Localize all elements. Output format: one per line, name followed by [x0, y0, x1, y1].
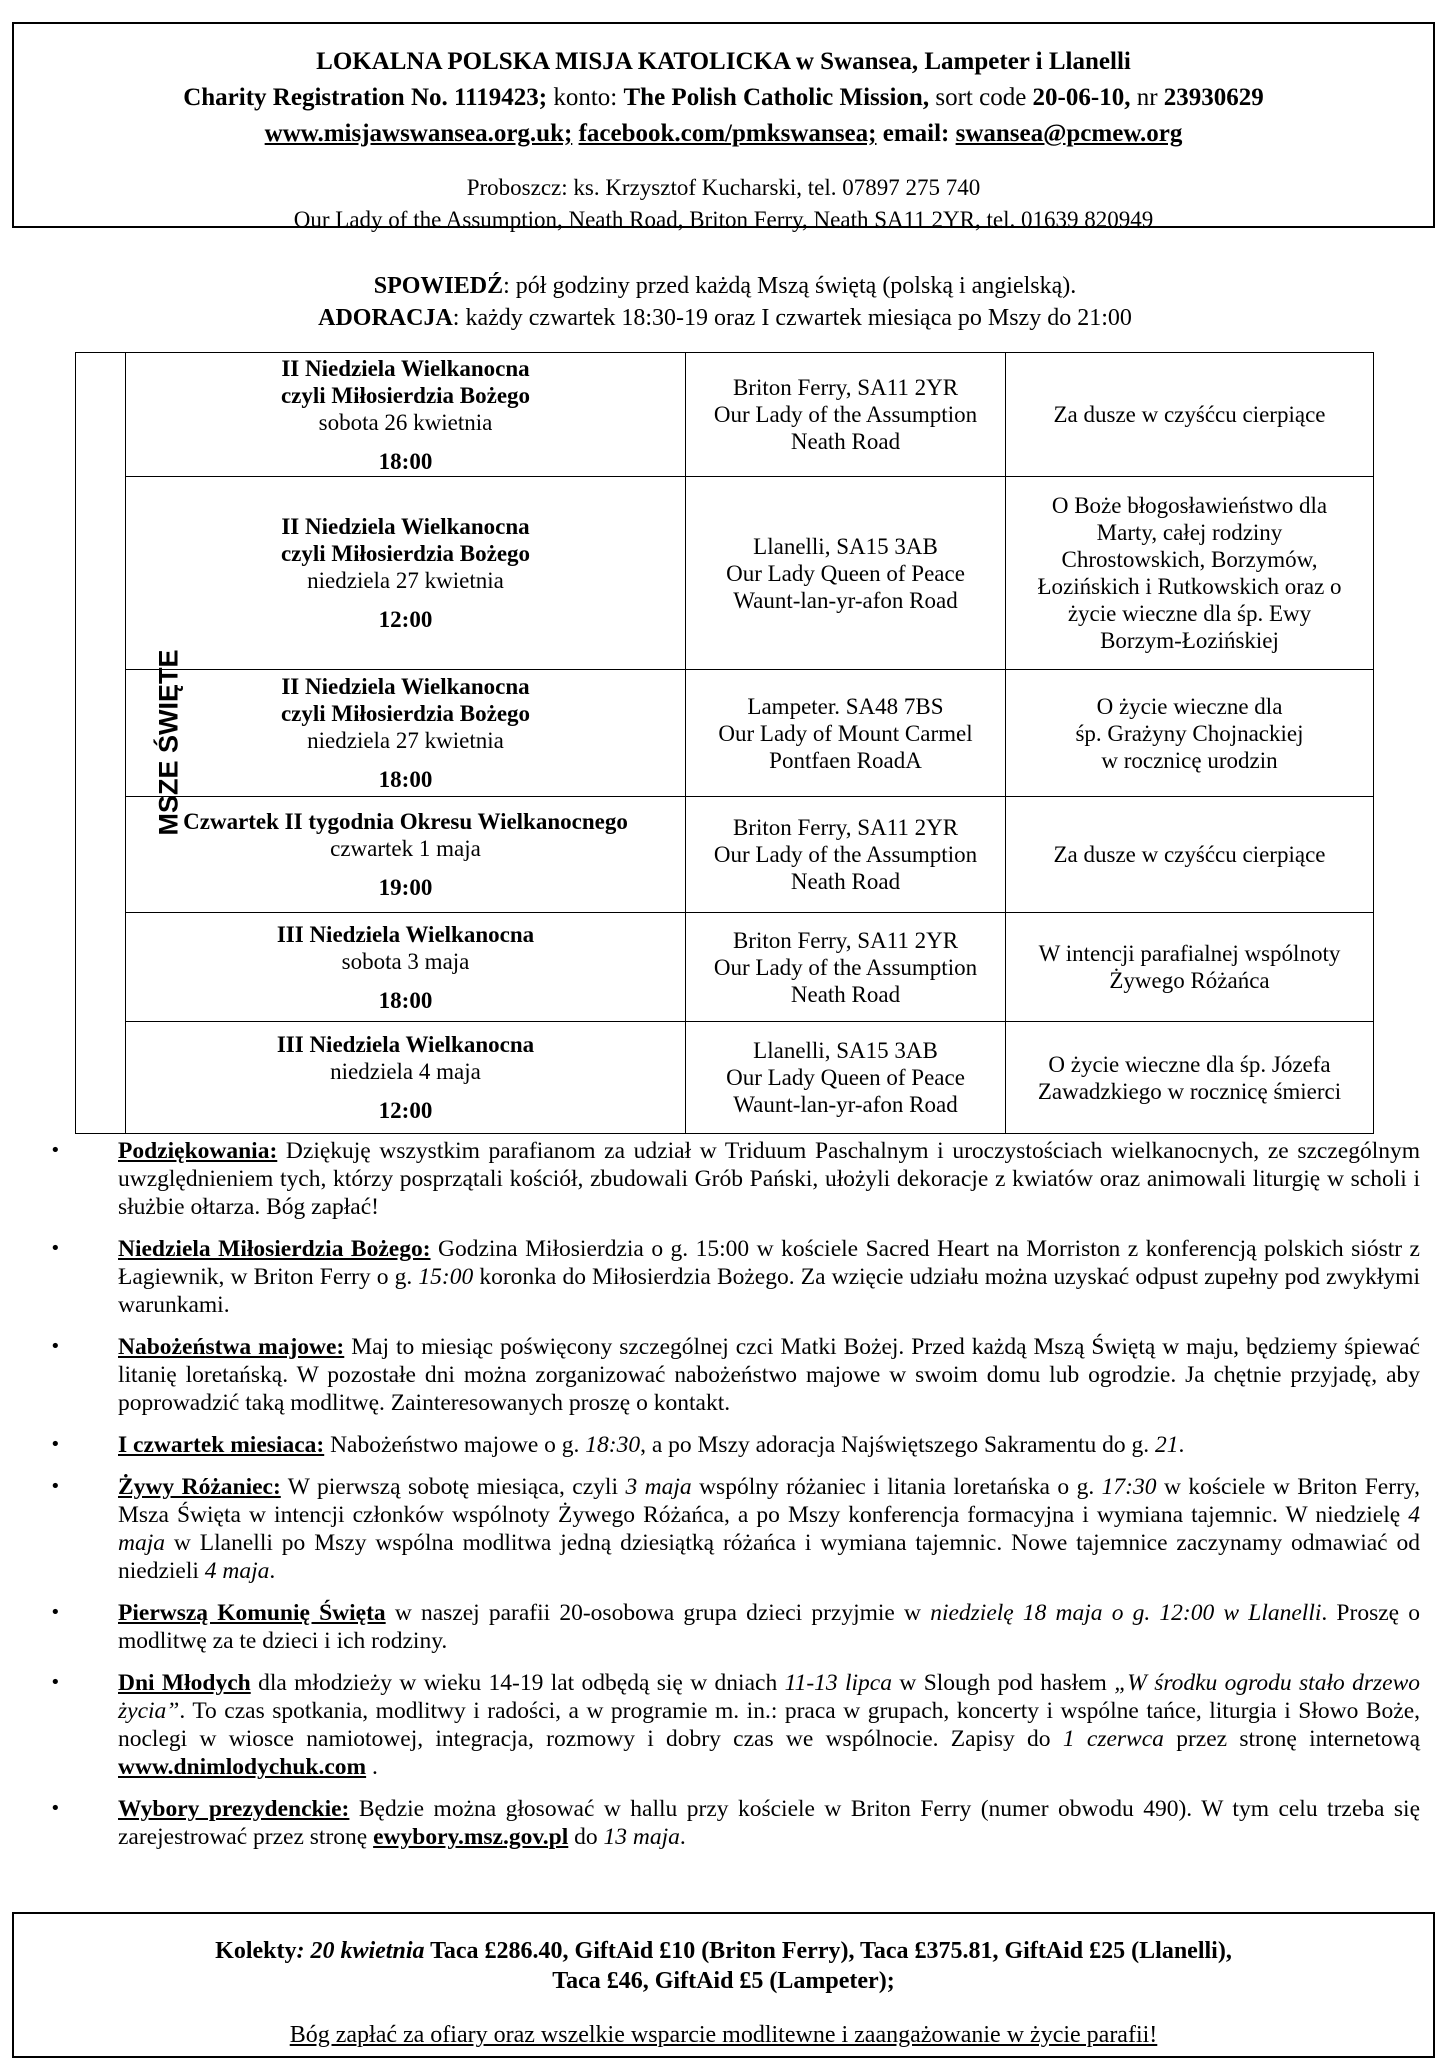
announcement-date: 11-13 lipca: [784, 1670, 892, 1696]
mass-intention-cell: [1006, 477, 1374, 670]
sort-code-label: sort code: [929, 84, 1033, 111]
contact-line: [14, 116, 1433, 152]
sort-code: 20-06-10,: [1032, 84, 1131, 111]
bullet-icon: •: [50, 1798, 61, 1819]
mass-intention-line: Żywego Różańca: [1109, 968, 1270, 993]
announcement-time: 17:30: [1101, 1474, 1157, 1500]
mass-place-line: Our Lady of the Assumption: [713, 402, 978, 427]
announcement-date: niedzielę 18 maja o g. 12:00 w Llanelli: [930, 1600, 1322, 1626]
mass-time: 19:00: [378, 875, 433, 900]
announcement-text: Maj to miesiąc poświęcony szczególnej czci Matki Bożej. Przed każdą Mszą Świętą w maju, będziemy śpiewać litanię loretańską. W pozostałe dni można zorganizować nabożeństwo majowe w swoim domu lub ogrodzie. Ja chętnie przyjadę, aby poprowadzić taką modlitwę. Zainteresowanych proszę o kontakt.: [118, 1334, 1420, 1416]
mass-intention-cell: [1006, 913, 1374, 1022]
announcement-text: Dziękuję wszystkim parafianom za udział w Triduum Paschalnym i uroczystościach wielkanocnych, ze szczególnym uwzględnieniem tych, którzy posprzątali kościół, zbudowali Grób Pański, ułożyli dekoracje z kwiatów oraz animowali liturgię w scholi i służbie ołtarza. Bóg zapłać!: [118, 1138, 1420, 1220]
mass-place-line: Llanelli, SA15 3AB: [753, 533, 938, 559]
mass-title: czyli Miłosierdzia Bożego: [280, 541, 531, 566]
pastor-info: [14, 172, 1433, 236]
collections-line-2: Taca £46, GiftAid £5 (Lampeter);: [552, 1968, 895, 1994]
mass-intention-cell: [1006, 353, 1374, 477]
announcement-title: Żywy Różaniec:: [118, 1474, 281, 1500]
mass-date: niedziela 27 kwietnia: [307, 728, 504, 753]
announcement-title: Niedziela Miłosierdzia Bożego:: [118, 1236, 431, 1262]
mass-place-cell: [686, 353, 1006, 477]
account-number-label: nr: [1130, 84, 1164, 111]
mass-place-line: Our Lady Queen of Peace: [726, 560, 965, 586]
announcement-title: Pierwszą Komunię Święta: [118, 1600, 386, 1626]
side-label-text: MSZE ŚWIĘTE: [153, 649, 184, 836]
mass-date: niedziela 27 kwietnia: [307, 568, 504, 593]
mass-intention-line: życie wieczne dla śp. Ewy: [1067, 601, 1312, 626]
parish-address: Our Lady of the Assumption, Neath Road, Briton Ferry, Neath SA11 2YR, tel. 01639 820949: [293, 207, 1154, 232]
announcement-text: w kościele w Briton Ferry, Msza Święta w intencji członków wspólnoty Żywego Różańca, a po Mszy konferencja formacyjna i wymiana tajemnic. W niedzielę: [118, 1474, 1420, 1528]
account-number: 23930629: [1163, 84, 1264, 111]
mass-time: 18:00: [378, 767, 433, 792]
collections-date: : 20 kwietnia: [296, 1938, 425, 1964]
mass-intention-line: O życie wieczne dla śp. Józefa: [1048, 1051, 1331, 1077]
announcement-text: Godzina Miłosierdzia o g. 15:00 w kościele Sacred Heart na Morriston z konferencją polskich sióstr z Łagiewnik, w Briton Ferry o g.: [118, 1236, 1420, 1290]
announcement-text: wspólny różaniec i litania loretańska o g.: [691, 1474, 1102, 1500]
mission-title: LOKALNA POLSKA MISJA KATOLICKA w Swansea, Lampeter i Llanelli: [316, 48, 1131, 75]
mass-intention-line: O życie wieczne dla: [1096, 693, 1283, 719]
mass-time: 12:00: [378, 1098, 433, 1123]
mass-place-line: Waunt-lan-yr-afon Road: [733, 1092, 958, 1117]
mass-row: [76, 913, 1374, 1022]
collections-box: [12, 1912, 1435, 2058]
mass-schedule-table: [75, 352, 1374, 1134]
mass-intention-cell: [1006, 1022, 1374, 1134]
charity-registration: Charity Registration No. 1119423;: [183, 84, 548, 111]
announcement-time: 21: [1154, 1432, 1179, 1458]
mission-header: [12, 22, 1435, 232]
account-name: The Polish Catholic Mission,: [623, 84, 930, 111]
mass-title: II Niedziela Wielkanocna: [281, 514, 530, 539]
announcement-text: do: [568, 1824, 604, 1850]
mass-place-line: Our Lady Queen of Peace: [726, 1065, 965, 1090]
announcement-date: 4 maja: [118, 1502, 1420, 1556]
bullet-icon: •: [50, 1336, 61, 1357]
mass-place-line: Waunt-lan-yr-afon Road: [733, 587, 958, 613]
announcement-title: I czwartek miesiaca:: [118, 1432, 325, 1458]
announcement-elections: [50, 1795, 1420, 1851]
mass-date: sobota 26 kwietnia: [318, 409, 493, 435]
mass-place-line: Neath Road: [790, 429, 901, 454]
announcement-thanks: [50, 1137, 1420, 1221]
mass-name-cell: [126, 1022, 686, 1134]
mass-row: [76, 1022, 1374, 1134]
mass-place-line: Briton Ferry, SA11 2YR: [732, 927, 959, 953]
mass-name-cell: [126, 353, 686, 477]
announcement-text: koronka do Miłosierdzia Bożego. Za wzięcie udziału można uzyskać odpust zupełny pod zwykłymi warunkami.: [118, 1264, 1420, 1318]
mass-place-cell: [686, 670, 1006, 797]
mass-name-cell: [126, 670, 686, 797]
adoracja-text: : każdy czwartek 18:30-19 oraz I czwartek miesiąca po Mszy do 21:00: [452, 305, 1132, 331]
mass-time: 18:00: [378, 987, 433, 1013]
mass-title: czyli Miłosierdzia Bożego: [280, 701, 531, 726]
announcement-text: , a po Mszy adoracja Najświętszego Sakramentu do g.: [640, 1432, 1155, 1458]
mass-place-cell: [686, 797, 1006, 913]
mass-name-cell: [126, 797, 686, 913]
mass-intention-line: Borzym-Łozińskiej: [1100, 628, 1279, 653]
mass-place-line: Briton Ferry, SA11 2YR: [732, 815, 959, 840]
mass-place-line: Llanelli, SA15 3AB: [753, 1038, 938, 1063]
announcement-first-thursday: [50, 1431, 1420, 1459]
youth-days-link[interactable]: www.dnimlodychuk.com: [118, 1754, 367, 1780]
pastor-line: Proboszcz: ks. Krzysztof Kucharski, tel. 07897 275 740: [466, 175, 981, 200]
mass-date: czwartek 1 maja: [330, 836, 481, 861]
announcement-title: Wybory prezydenckie:: [118, 1796, 350, 1822]
bullet-icon: •: [50, 1476, 61, 1497]
bullet-icon: •: [50, 1434, 61, 1455]
mass-row: [76, 797, 1374, 913]
charity-line: [14, 80, 1433, 116]
mass-row: [76, 477, 1374, 670]
mass-place-line: Our Lady of the Assumption: [713, 842, 978, 867]
mass-name-cell: [126, 913, 686, 1022]
announcement-may-devotions: [50, 1333, 1420, 1417]
mass-title: III Niedziela Wielkanocna: [276, 921, 535, 947]
mass-place-cell: [686, 913, 1006, 1022]
adoration-line: [0, 302, 1450, 334]
announcement-title: Podziękowania:: [118, 1138, 278, 1164]
announcement-text: W pierwszą sobotę miesiąca, czyli: [280, 1474, 626, 1500]
collections-line-1: [14, 1936, 1433, 1966]
mass-place-line: Briton Ferry, SA11 2YR: [732, 375, 959, 400]
mass-intention-cell: [1006, 797, 1374, 913]
mass-intention-line: w rocznicę urodzin: [1101, 747, 1278, 773]
mass-time: 12:00: [378, 607, 433, 632]
announcement-title: Nabożeństwa majowe:: [118, 1334, 345, 1360]
mass-intention-line: Zawadzkiego w rocznicę śmierci: [1037, 1078, 1342, 1104]
mass-place-line: Our Lady of the Assumption: [713, 954, 978, 980]
announcement-youth-days: [50, 1669, 1420, 1781]
announcement-text: .: [366, 1754, 378, 1780]
collections-text: [14, 1936, 1433, 1996]
mass-intention-line: O Boże błogosławieństwo dla: [1051, 493, 1328, 518]
announcement-title: Dni Młodych: [118, 1670, 251, 1696]
facebook-link[interactable]: facebook.com/pmkswansea;: [578, 120, 877, 147]
announcement-text: . Proszę o modlitwę za te dzieci i ich rodziny.: [118, 1600, 1421, 1654]
announcement-text: Będzie można głosować w hallu przy kościele w Briton Ferry (numer obwodu 490). W tym celu trzeba się zarejestrować przez stronę: [118, 1796, 1421, 1850]
announcement-text: w Slough pod hasłem: [892, 1670, 1115, 1696]
collections-amounts: Taca £286.40, GiftAid £10 (Briton Ferry), Taca £375.81, GiftAid £25 (Llanelli),: [424, 1938, 1232, 1964]
announcement-text: Nabożeństwo majowe o g.: [324, 1432, 586, 1458]
mass-place-line: Neath Road: [790, 981, 901, 1007]
mass-title: II Niedziela Wielkanocna: [281, 355, 530, 381]
announcement-text: .: [269, 1558, 276, 1584]
mass-place-line: Neath Road: [790, 869, 901, 894]
mass-place-line: Pontfaen RoadA: [769, 747, 922, 773]
announcement-text: dla młodzieży w wieku 14-19 lat odbędą się w dniach: [250, 1670, 785, 1696]
mass-place-line: Our Lady of Mount Carmel: [718, 720, 973, 746]
announcement-date: 1 czerwca: [1062, 1726, 1164, 1752]
announcement-text: w naszej parafii 20-osobowa grupa dzieci przyjmie w: [385, 1600, 931, 1626]
mass-date: sobota 3 maja: [341, 948, 470, 974]
announcement-first-communion: [50, 1599, 1420, 1655]
announcements-list: [50, 1137, 1420, 1865]
spowiedz-text: : pół godziny przed każdą Mszą świętą (polską i angielską).: [503, 273, 1077, 299]
mass-intention-line: Za dusze w czyśćcu cierpiące: [1053, 402, 1326, 427]
mass-time: 18:00: [378, 448, 433, 474]
announcement-date: 3 maja: [625, 1474, 692, 1500]
bullet-icon: •: [50, 1238, 61, 1259]
mass-name-cell: [126, 477, 686, 670]
konto-label: konto:: [547, 84, 624, 111]
mass-intention-line: Marty, całej rodziny: [1096, 520, 1283, 545]
announcement-text: przez stronę internetową: [1163, 1726, 1421, 1752]
mass-place-line: Lampeter. SA48 7BS: [747, 693, 944, 719]
announcement-divine-mercy: [50, 1235, 1420, 1319]
announcement-time: 15:00: [418, 1264, 474, 1290]
email-link[interactable]: swansea@pcmew.org: [955, 120, 1183, 147]
mass-title: Czwartek II tygodnia Okresu Wielkanocnego: [183, 809, 628, 834]
mass-place-cell: [686, 477, 1006, 670]
announcement-motto: „W środku ogrodu stało drzewo życia”: [118, 1670, 1420, 1724]
spowiedz-label: SPOWIEDŹ: [373, 273, 504, 299]
announcement-text: .: [1178, 1432, 1185, 1458]
bullet-icon: •: [50, 1672, 61, 1693]
announcement-date: 4 maja: [204, 1558, 270, 1584]
announcement-text: .: [679, 1824, 686, 1850]
mass-intention-line: Za dusze w czyśćcu cierpiące: [1053, 842, 1326, 867]
confession-info: [0, 270, 1450, 334]
email-label: email:: [882, 120, 956, 147]
bullet-icon: •: [50, 1602, 61, 1623]
bullet-icon: •: [50, 1140, 61, 1161]
thanks-line: Bóg zapłać za ofiary oraz wszelkie wsparcie modlitewne i zaangażowanie w życie parafii!: [289, 2022, 1158, 2048]
announcement-text: w Llanelli po Mszy wspólna modlitwa jedną dziesiątką różańca i wymiana tajemnic. Nowe tajemnice zaczynamy odmawiać od niedzieli: [118, 1530, 1420, 1584]
mass-row: [76, 353, 1374, 477]
confession-line: [0, 270, 1450, 302]
mass-intention-cell: [1006, 670, 1374, 797]
website-link[interactable]: www.misjawswansea.org.uk;: [264, 120, 573, 147]
mass-intention-line: śp. Grażyny Chojnackiej: [1075, 720, 1304, 746]
announcement-time: 18:30: [585, 1432, 641, 1458]
announcement-living-rosary: [50, 1473, 1420, 1585]
mass-intention-line: W intencji parafialnej wspólnoty: [1038, 941, 1341, 966]
mass-date: niedziela 4 maja: [330, 1059, 481, 1084]
mass-place-cell: [686, 1022, 1006, 1134]
collections-label: Kolekty: [215, 1938, 297, 1964]
mass-title: II Niedziela Wielkanocna: [281, 674, 530, 699]
mass-row: [76, 670, 1374, 797]
mass-intention-line: Chrostowskich, Borzymów,: [1061, 547, 1318, 572]
announcement-text: . To czas spotkania, modlitwy i radości, a w programie m. in.: praca w grupach, koncerty i wspólne tańce, liturgia i Słowo Boże, noclegi w wiosce namiotowej, integracja, rozmowy i dobry czas we wspólnocie. Zapisy do: [118, 1698, 1420, 1752]
mass-intention-line: Łozińskich i Rutkowskich oraz o: [1037, 574, 1342, 599]
elections-link[interactable]: ewybory.msz.gov.pl: [373, 1824, 569, 1850]
adoracja-label: ADORACJA: [318, 305, 453, 331]
announcement-date: 13 maja: [603, 1824, 680, 1850]
mass-side-label: [76, 353, 184, 1134]
mass-title: czyli Miłosierdzia Bożego: [280, 382, 531, 408]
mass-title: III Niedziela Wielkanocna: [276, 1032, 535, 1057]
